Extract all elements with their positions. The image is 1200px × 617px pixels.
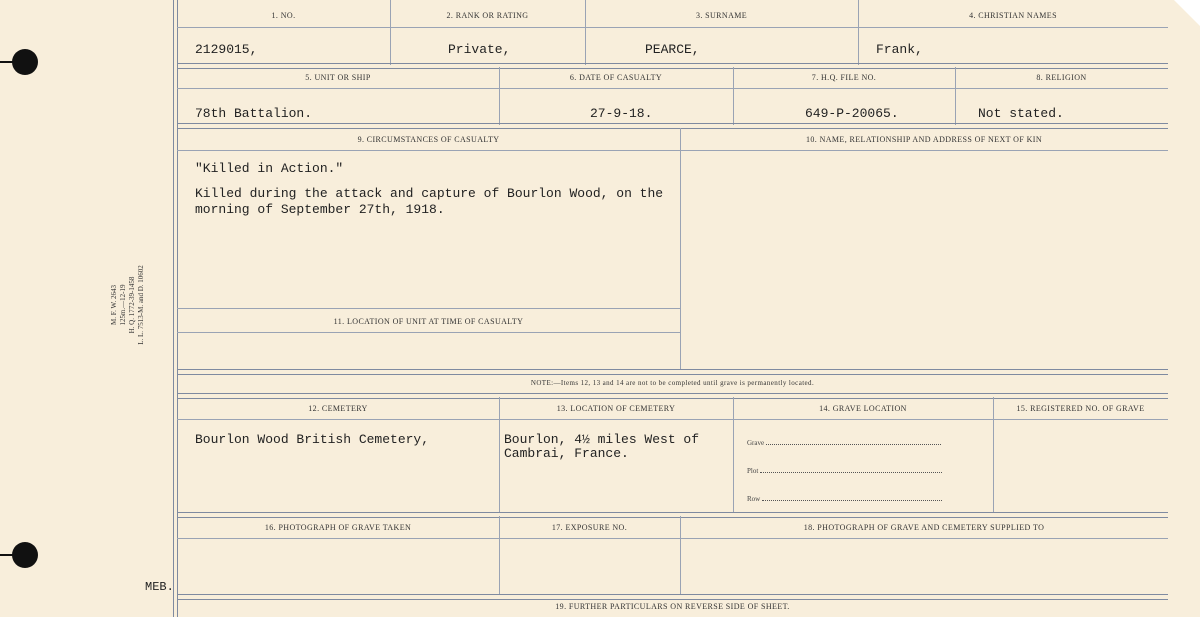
cemetery-label: 12. CEMETERY [308, 404, 368, 413]
rank: Private, [448, 42, 511, 57]
form-code: H. Q. 1772-39-1458 [128, 276, 136, 334]
grave-location-label: 14. GRAVE LOCATION [819, 404, 907, 413]
divider [177, 538, 1168, 539]
row-field [747, 495, 942, 503]
circumstances-line: Killed during the attack and capture of Bourlon Wood, on the [195, 186, 664, 201]
photograph-supplied-label: 18. PHOTOGRAPH OF GRAVE AND CEMETERY SUPPLIED TO [803, 523, 1045, 532]
hq-file-no: 649-P-20065. [805, 106, 899, 121]
divider [390, 0, 391, 65]
grave-field-label: Grave [747, 439, 765, 447]
folded-corner [1174, 0, 1200, 26]
service-number: 2129015, [195, 42, 258, 57]
unit: 78th Battalion. [195, 106, 313, 121]
date-label: 6. DATE OF CASUALTY [569, 73, 663, 82]
rank-label: 2. RANK OR RATING [446, 11, 529, 20]
divider [177, 27, 1168, 28]
location-of-unit-label: 11. LOCATION OF UNIT AT TIME OF CASUALTY [333, 317, 524, 326]
religion-label: 8. RELIGION [1036, 73, 1087, 82]
divider [585, 0, 586, 65]
row-field-label: Row [747, 495, 761, 503]
location-of-cemetery-label: 13. LOCATION OF CEMETERY [556, 404, 676, 413]
religion: Not stated. [978, 106, 1064, 121]
initials: MEB. [145, 580, 174, 594]
form-code: M. F. W. 2643 [110, 285, 118, 325]
plot-field [747, 467, 942, 475]
surname: PEARCE, [645, 42, 700, 57]
divider [499, 397, 500, 513]
divider [177, 332, 680, 333]
divider [177, 150, 1168, 151]
file-no-label: 7. H.Q. FILE NO. [811, 73, 877, 82]
location-of-cemetery: Bourlon, 4½ miles West of [504, 432, 700, 447]
divider [177, 369, 1168, 375]
divider [858, 0, 859, 65]
plot-field-label: Plot [747, 467, 759, 475]
photograph-taken-label: 16. PHOTOGRAPH OF GRAVE TAKEN [264, 523, 412, 532]
unit-label: 5. UNIT OR SHIP [305, 73, 371, 82]
grave-field [747, 439, 941, 447]
registered-no-label: 15. REGISTERED NO. OF GRAVE [1016, 404, 1145, 413]
divider [177, 308, 680, 309]
christian-names: Frank, [876, 42, 923, 57]
location-of-cemetery: Cambrai, France. [504, 446, 629, 461]
circumstances-line: morning of September 27th, 1918. [195, 202, 445, 217]
form-codes [110, 255, 210, 355]
punch-hole-top [12, 49, 38, 75]
exposure-no-label: 17. EXPOSURE NO. [551, 523, 628, 532]
form-code: 125m.—12-19 [119, 284, 127, 326]
divider [177, 88, 1168, 89]
christian-names-label: 4. CHRISTIAN NAMES [969, 11, 1057, 20]
divider [177, 512, 1168, 518]
divider [177, 594, 1168, 600]
punch-hole-bottom [12, 542, 38, 568]
divider [177, 63, 1168, 69]
circumstances-line: "Killed in Action." [195, 161, 344, 176]
form-code: L. L. 7513-M. and D. 10602 [137, 265, 145, 345]
date-of-casualty: 27-9-18. [590, 106, 653, 121]
surname-label: 3. SURNAME [695, 11, 748, 20]
next-of-kin-label: 10. NAME, RELATIONSHIP AND ADDRESS OF NEXT OF KIN [805, 135, 1043, 144]
divider [680, 128, 681, 370]
circumstances-label: 9. CIRCUMSTANCES OF CASUALTY [357, 135, 500, 144]
divider [733, 397, 734, 513]
divider [993, 397, 994, 513]
cemetery: Bourlon Wood British Cemetery, [195, 432, 430, 447]
note: NOTE:—Items 12, 13 and 14 are not to be completed until grave is permanently located. [530, 379, 815, 387]
footer-note: 19. FURTHER PARTICULARS ON REVERSE SIDE OF SHEET. [555, 602, 790, 611]
divider [177, 419, 1168, 420]
no-label: 1. NO. [271, 11, 296, 20]
divider [177, 393, 1168, 399]
divider [177, 123, 1168, 129]
